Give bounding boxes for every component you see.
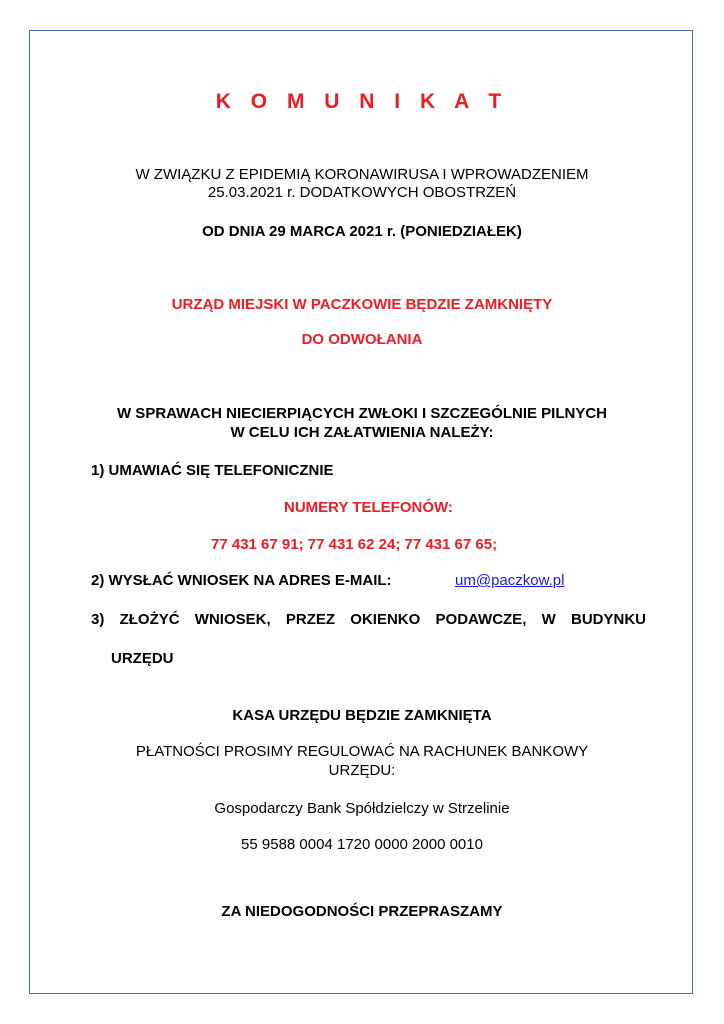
announcement-title: K O M U N I K A T [215,90,509,113]
email-link[interactable]: um@paczkow.pl [455,572,565,589]
bank-name: Gospodarczy Bank Spółdzielczy w Strzelinie [214,800,510,817]
phones-label: NUMERY TELEFONÓW: [284,499,453,516]
payment-line-1: PŁATNOŚCI PROSIMY REGULOWAĆ NA RACHUNEK BANKOWY [135,743,589,760]
payment-line-2: URZĘDU: [328,762,396,779]
effective-date: OD DNIA 29 MARCA 2021 r. (PONIEDZIAŁEK) [202,223,522,240]
bank-account-number: 55 9588 0004 1720 0000 2000 0010 [241,836,483,853]
intro-line-1: W ZWIĄZKU Z EPIDEMIĄ KORONAWIRUSA I WPROWADZENIEM [135,166,589,183]
option-phone: 1) UMAWIAĆ SIĘ TELEFONICZNIE [91,462,334,479]
option-email: 2) WYSŁAĆ WNIOSEK NA ADRES E-MAIL: [91,572,392,589]
closure-until: DO ODWOŁANIA [301,331,423,348]
urgent-matters-line-1: W SPRAWACH NIECIERPIĄCYCH ZWŁOKI I SZCZEGÓLNIE PILNYCH [116,405,607,422]
option-in-person-line-1: 3) ZŁOŻYĆ WNIOSEK, PRZEZ OKIENKO PODAWCZE, W BUDYNKU [91,611,646,628]
apology: ZA NIEDOGODNOŚCI PRZEPRASZAMY [221,903,503,920]
option-in-person-line-2: URZĘDU [111,650,174,667]
closure-notice: URZĄD MIEJSKI W PACZKOWIE BĘDZIE ZAMKNIĘTY [171,296,553,313]
intro-line-2: 25.03.2021 r. DODATKOWYCH OBOSTRZEŃ [207,184,517,201]
urgent-matters-line-2: W CELU ICH ZAŁATWIENIA NALEŻY: [230,424,494,441]
phone-numbers: 77 431 67 91; 77 431 62 24; 77 431 67 65; [211,536,498,553]
cashier-closed: KASA URZĘDU BĘDZIE ZAMKNIĘTA [232,707,492,724]
